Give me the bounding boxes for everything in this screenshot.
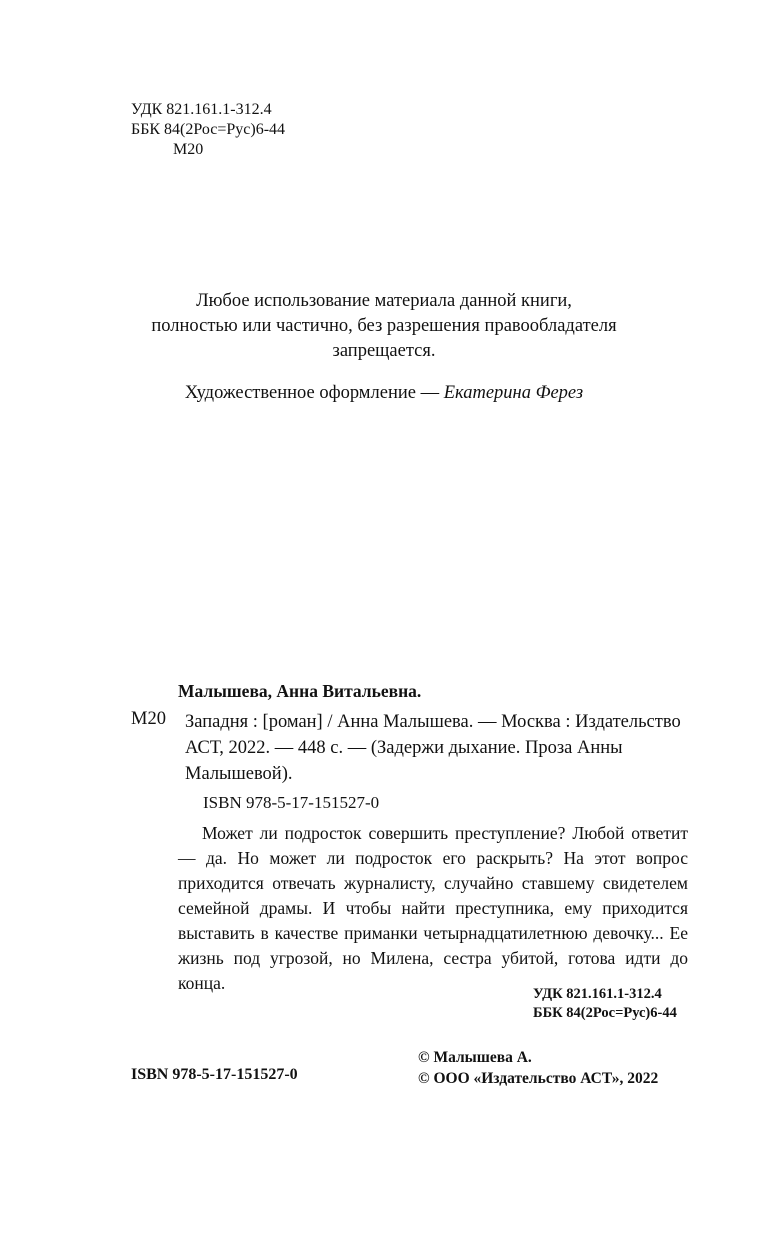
design-credit (0, 381, 768, 406)
footer-bbk: ББК 84(2Рос=Рус)6-44 (533, 1005, 677, 1021)
udk-code: УДК 821.161.1-312.4 (131, 101, 272, 118)
copyright-notice (0, 289, 768, 364)
classification-block (131, 100, 285, 160)
footer-isbn: ISBN 978-5-17-151527-0 (131, 1066, 298, 1083)
design-artist: Екатерина Ферез (443, 383, 584, 403)
copyright-block (418, 1047, 658, 1089)
notice-line-1: Любое использование материала данной книги, (196, 291, 572, 311)
design-label: Художественное оформление — (184, 383, 444, 403)
footer-classification (533, 985, 677, 1023)
catalog-isbn: ISBN 978-5-17-151527-0 (203, 793, 380, 812)
bbk-code: ББК 84(2Рос=Рус)6-44 (131, 121, 286, 138)
footer-udk: УДК 821.161.1-312.4 (533, 986, 662, 1002)
copyright-author: © Малышева А. (418, 1049, 532, 1066)
catalog-author: Малышева, Анна Витальевна. (178, 681, 422, 701)
catalog-code: М20 (131, 709, 166, 729)
catalog-description: Западня : [роман] / Анна Малышева. — Москва : Издательство АСТ, 2022. — 448 с. — (Задержи дыхание. Проза Анны Малышевой). (185, 712, 681, 784)
copyright-publisher: © ООО «Издательство АСТ», 2022 (418, 1070, 659, 1087)
author-mark: М20 (173, 141, 204, 158)
book-annotation: Может ли подросток совершить преступление? Любой ответит — да. Но может ли подросток его раскрыть? На этот вопрос приходится отвечать журналисту, случайно ставшему свидетелем семейной драмы. И чтобы найти преступника, ему приходится выставить в качестве приманки четырнадцатилетнюю девочку... Ее жизнь под угрозой, но Милена, сестра убитой, готова идти до конца. (178, 823, 688, 993)
notice-line-3: запрещается. (332, 341, 436, 361)
notice-line-2: полностью или частично, без разрешения правообладателя (151, 316, 617, 336)
